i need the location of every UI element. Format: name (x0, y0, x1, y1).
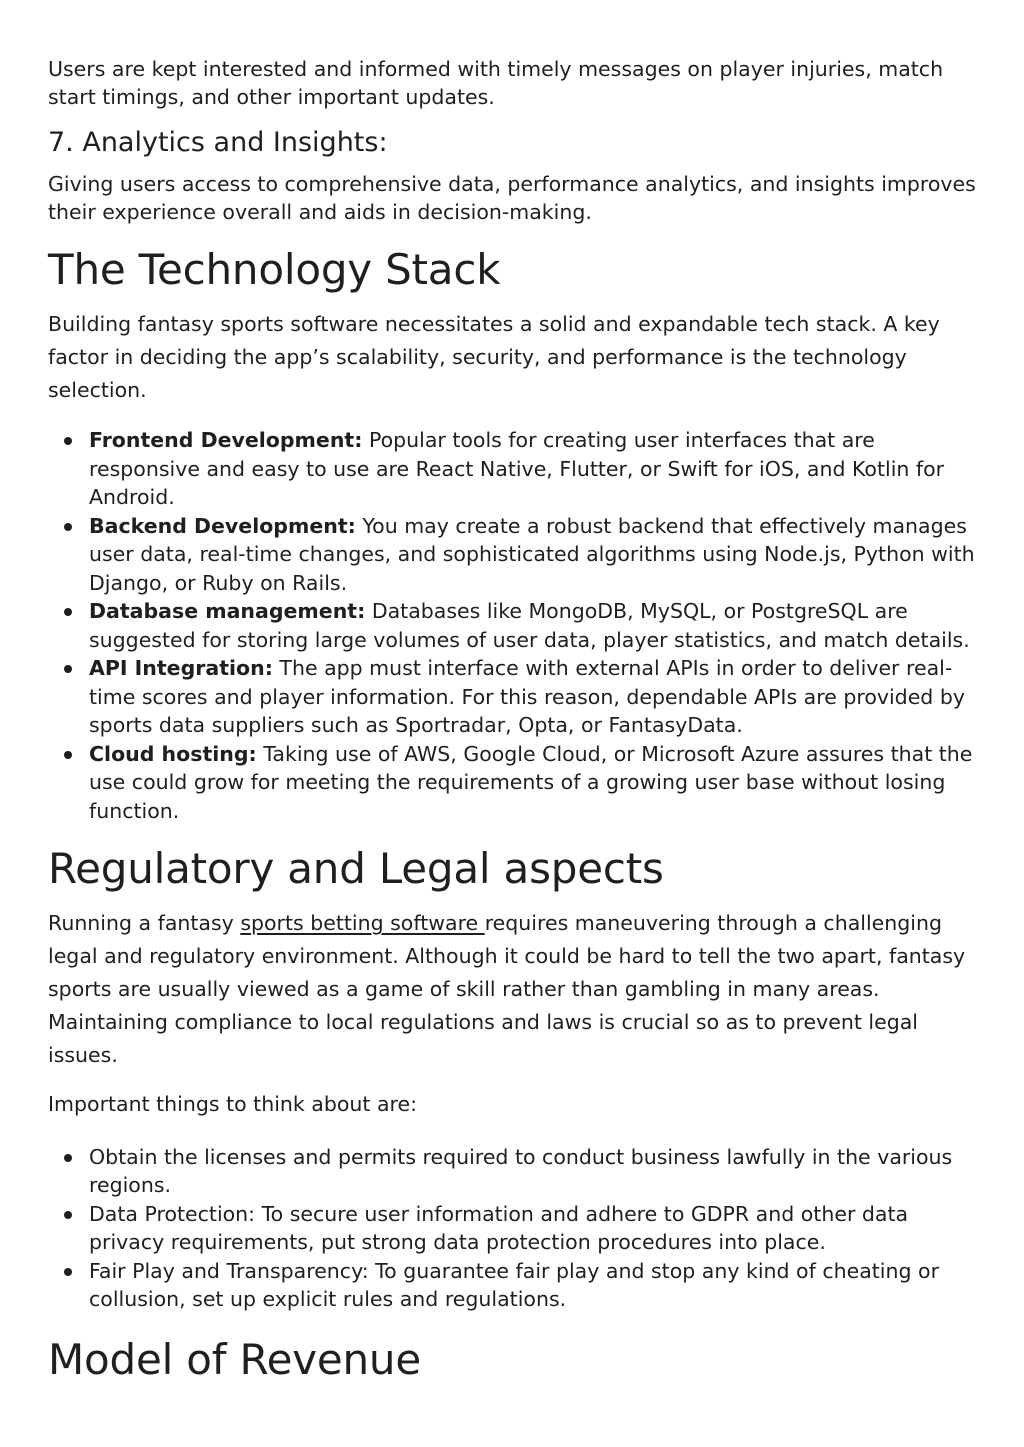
revenue-heading: Model of Revenue (48, 1334, 421, 1384)
list-item-title: API Integration: (89, 656, 273, 681)
list-item (48, 426, 978, 512)
bullet-icon (64, 751, 72, 759)
bullet-icon (64, 1268, 72, 1276)
list-item (48, 512, 978, 598)
list-item-text: Popular tools for creating user interfaces that are responsive and easy to use are React Native, Flutter, or Swift for iOS, and Kotlin for Android. (89, 428, 945, 510)
list-item (48, 654, 978, 740)
list-item (48, 740, 978, 826)
list-item-title: Database management: (89, 599, 366, 624)
analytics-heading: 7. Analytics and Insights: (48, 127, 388, 158)
regulatory-intro-start: Running a fantasy (48, 911, 241, 936)
list-item-text: Data Protection: To secure user information and adhere to GDPR and other data privacy requirements, put strong data protection procedures into place. (89, 1201, 909, 1255)
list-item-title: Backend Development: (89, 513, 356, 538)
regulatory-heading: Regulatory and Legal aspects (48, 844, 664, 894)
list-item-text: Fair Play and Transparency: To guarantee fair play and stop any kind of cheating or collusion, set up explicit rules and regulations. (89, 1258, 939, 1312)
regulatory-list (48, 1143, 978, 1314)
list-item (48, 1200, 978, 1257)
regulatory-intro-end: requires maneuvering through a challenging legal and regulatory environment. Although it could be hard to tell the two apart, fantasy sports are usually viewed as a game of skill rather than gambling in many areas. Maintaining compliance to local regulations and laws is crucial so as to prevent legal issues. (48, 911, 966, 1067)
document-page (48, 56, 978, 1386)
list-item-title: Frontend Development: (89, 428, 363, 453)
list-item (48, 597, 978, 654)
analytics-body: Giving users access to comprehensive data, performance analytics, and insights improves their experience overall and aids in decision-making. (48, 172, 976, 224)
tech-stack-heading: The Technology Stack (48, 245, 501, 294)
bullet-icon (64, 608, 72, 616)
list-item-title: Cloud hosting: (89, 741, 257, 766)
list-item-text: Obtain the licenses and permits required to conduct business lawfully in the various regions. (89, 1144, 953, 1198)
list-item (48, 1257, 978, 1314)
list-item (48, 1143, 978, 1200)
regulatory-intro (48, 907, 978, 1071)
bullet-icon (64, 1211, 72, 1219)
bullet-icon (64, 1154, 72, 1162)
bullet-icon (64, 523, 72, 531)
bullet-icon (64, 437, 72, 445)
bullet-icon (64, 665, 72, 673)
regulatory-lead: Important things to think about are: (48, 1092, 417, 1117)
list-item-text: The app must interface with external APIs in order to deliver real-time scores and player information. For this reason, dependable APIs are provided by sports data suppliers such as Sportradar, Opta, or FantasyData. (89, 656, 965, 738)
list-item-text: You may create a robust backend that effectively manages user data, real-time changes, and sophisticated algorithms using Node.js, Python with Django, or Ruby on Rails. (89, 513, 975, 595)
sports-betting-software-link[interactable]: sports betting software (240, 911, 485, 936)
tech-stack-intro: Building fantasy sports software necessitates a solid and expandable tech stack. A key factor in deciding the app’s scalability, security, and performance is the technology selection. (48, 312, 940, 402)
intro-paragraph: Users are kept interested and informed with timely messages on player injuries, match start timings, and other important updates. (48, 57, 944, 109)
list-item-text: Databases like MongoDB, MySQL, or PostgreSQL are suggested for storing large volumes of user data, player statistics, and match details. (89, 599, 970, 652)
tech-stack-list (48, 426, 978, 825)
list-item-text: Taking use of AWS, Google Cloud, or Microsoft Azure assures that the use could grow for meeting the requirements of a growing user base without losing function. (89, 741, 973, 823)
